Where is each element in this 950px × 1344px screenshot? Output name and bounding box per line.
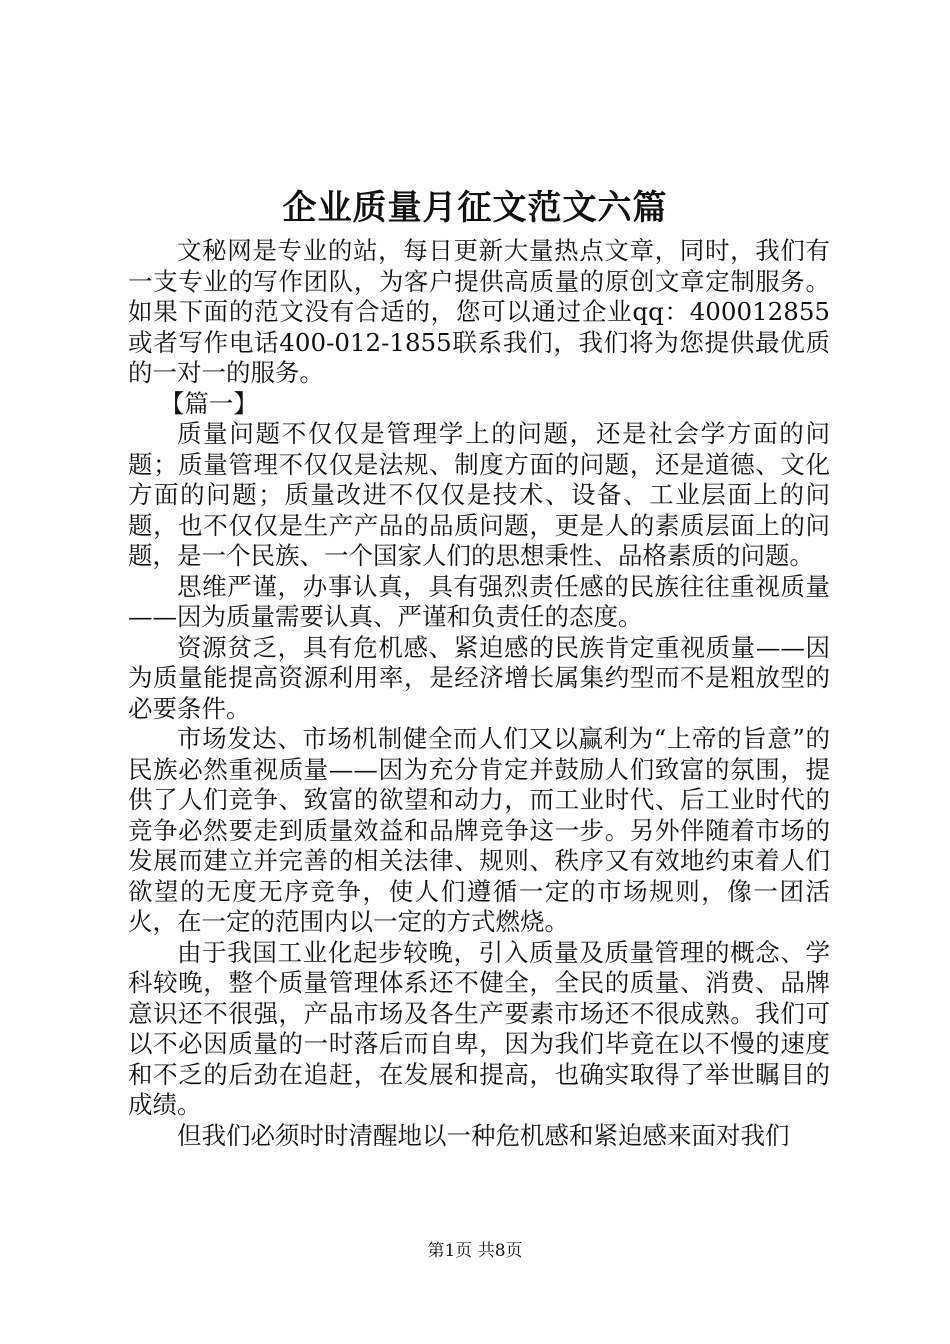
body-paragraph: 但我们必须时时清醒地以一种危机感和紧迫感来面对我们 — [177, 1120, 790, 1150]
intro-paragraph: 文秘网是专业的站，每日更新大量热点文章，同时，我们有一支专业的写作团队，为客户提供高质量的原创文章定制服务。如果下面的范文没有合适的，您可以通过企业qq：400012855或者写作电话400-012-1855联系我们，我们将为您提供最优质的一对一的服务。 — [128, 236, 830, 387]
body-paragraph: 资源贫乏，具有危机感、紧迫感的民族肯定重视质量——因为质量能提高资源利用率，是经济增长属集约型而不是粗放型的必要条件。 — [128, 632, 830, 723]
page-number-footer: 第1页 共8页 — [427, 1241, 523, 1261]
body-paragraph: 市场发达、市场机制健全而人们又以赢利为“上帝的旨意”的民族必然重视质量——因为充分肯定并鼓励人们致富的氛围，提供了人们竞争、致富的欲望和动力，而工业时代、后工业时代的竞争必然要走到质量效益和品牌竞争这一步。另外伴随着市场的发展而建立并完善的相关法律、规则、秩序又有效地约束着人们欲望的无度无序竞争，使人们遵循一定的市场规则，像一团活火，在一定的范围内以一定的方式燃烧。 — [128, 724, 830, 936]
document-title: 企业质量月征文范文六篇 — [282, 188, 668, 228]
section-heading: 【篇一】 — [159, 388, 258, 418]
body-paragraph: 由于我国工业化起步较晚，引入质量及质量管理的概念、学科较晚，整个质量管理体系还不健全，全民的质量、消费、品牌意识还不很强，产品市场及各生产要素市场还不很成熟。我们可以不必因质量的一时落后而自卑，因为我们毕竟在以不慢的速度和不乏的后劲在追赶，在发展和提高，也确实取得了举世瞩目的成绩。 — [128, 937, 830, 1119]
document-body — [128, 236, 830, 1151]
body-paragraph: 思维严谨，办事认真，具有强烈责任感的民族往往重视质量——因为质量需要认真、严谨和负责任的态度。 — [128, 571, 830, 631]
body-paragraph: 质量问题不仅仅是管理学上的问题，还是社会学方面的问题；质量管理不仅仅是法规、制度方面的问题，还是道德、文化方面的问题；质量改进不仅仅是技术、设备、工业层面上的问题，也不仅仅是生产产品的品质问题，更是人的素质层面上的问题，是一个民族、一个国家人们的思想秉性、品格素质的问题。 — [128, 419, 830, 570]
